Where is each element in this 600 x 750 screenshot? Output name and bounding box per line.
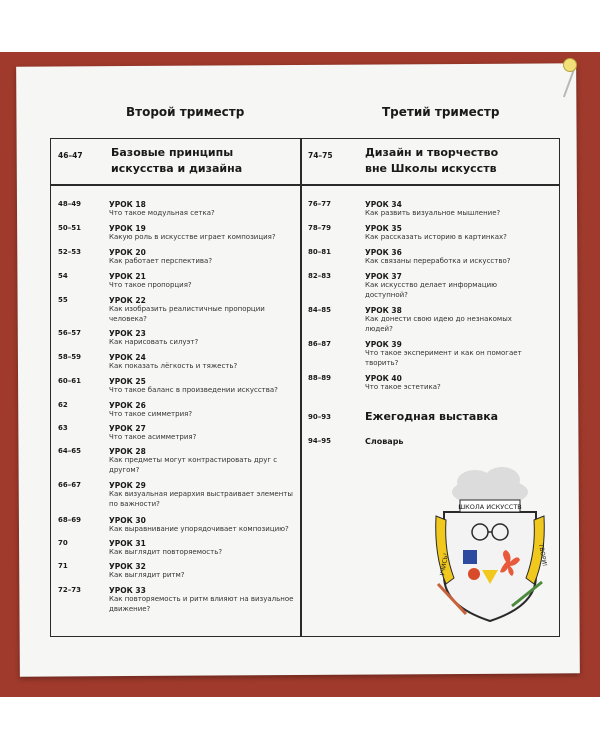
column-divider	[300, 138, 302, 636]
entry-question: Что такое модульная сетка?	[109, 209, 215, 217]
entry-lesson: УРОК 21	[109, 272, 146, 281]
entry-lesson: УРОК 22	[109, 296, 146, 305]
entry-pages: 60–61	[58, 377, 81, 385]
exhibition-pages: 90–93	[308, 413, 331, 421]
entry-pages: 63	[58, 424, 68, 432]
entry-pages: 86–87	[308, 340, 331, 348]
entry-question: Какую роль в искусстве играет композиция?	[109, 233, 276, 241]
art-school-crest-icon	[430, 466, 550, 626]
glossary-pages: 94–95	[308, 437, 331, 445]
exhibition-title[interactable]: Ежегодная выставка	[365, 410, 499, 423]
entry-lesson: УРОК 32	[109, 562, 146, 571]
entry-lesson: УРОК 40	[365, 374, 402, 383]
section-right-title-line2: вне Школы искусств	[365, 162, 497, 175]
entry-question: Как связаны переработка и искусство?	[365, 257, 511, 265]
entry-lesson: УРОК 19	[109, 224, 146, 233]
section-left-title-line2: искусства и дизайна	[111, 162, 243, 175]
entry-question: Как развить визуальное мышление?	[365, 209, 501, 217]
entry-pages: 62	[58, 401, 68, 409]
entry-question: Как выглядит повторяемость?	[109, 548, 223, 556]
entry-question: Что такое симметрия?	[109, 410, 193, 418]
entry-lesson: УРОК 35	[365, 224, 402, 233]
entry-pages: 70	[58, 539, 68, 547]
entry-question: Как предметы могут контрастировать друг с другом?	[109, 456, 278, 474]
section-right-title	[365, 145, 498, 177]
crest-right-ribbon-text: ТВОРИ!	[537, 543, 548, 568]
entry-lesson: УРОК 26	[109, 401, 146, 410]
glossary-title[interactable]: Словарь	[365, 437, 404, 446]
entry-pages: 66–67	[58, 481, 81, 489]
entry-lesson: УРОК 24	[109, 353, 146, 362]
entry-lesson: УРОК 31	[109, 539, 146, 548]
entry-question: Как выглядит ритм?	[109, 571, 185, 579]
entry-lesson: УРОК 23	[109, 329, 146, 338]
entry-pages: 64–65	[58, 447, 81, 455]
entry-question: Как донести свою идею до незнакомых людей?	[365, 315, 512, 333]
entry-lesson: УРОК 34	[365, 200, 402, 209]
header-divider	[50, 184, 560, 186]
section-left-title	[111, 145, 242, 177]
entry-pages: 76–77	[308, 200, 331, 208]
entry-pages: 78–79	[308, 224, 331, 232]
entry-question: Как показать лёгкость и тяжесть?	[109, 362, 238, 370]
entry-question: Что такое пропорция?	[109, 281, 192, 289]
section-right-pages: 74–75	[308, 151, 333, 160]
entry-pages: 50–51	[58, 224, 81, 232]
term-3-title: Третий триместр	[382, 105, 500, 119]
entry-question: Как изобразить реалистичные пропорции человека?	[109, 305, 265, 323]
entry-question: Как визуальная иерархия выстраивает элементы по важности?	[109, 490, 293, 508]
entry-lesson: УРОК 25	[109, 377, 146, 386]
entry-question: Как выравнивание упорядочивает композицию?	[109, 525, 289, 533]
entry-question: Что такое эксперимент и как он помогает творить?	[365, 349, 522, 367]
entry-pages: 48–49	[58, 200, 81, 208]
crest-left-ribbon-text: УЧИСЬ!	[439, 552, 450, 577]
entry-pages: 68–69	[58, 516, 81, 524]
entry-lesson: УРОК 38	[365, 306, 402, 315]
entry-lesson: УРОК 18	[109, 200, 146, 209]
entry-pages: 56–57	[58, 329, 81, 337]
entry-lesson: УРОК 27	[109, 424, 146, 433]
entry-question: Как повторяемость и ритм влияют на визуальное движение?	[109, 595, 294, 613]
entry-question: Как рассказать историю в картинках?	[365, 233, 507, 241]
entry-question: Как нарисовать силуэт?	[109, 338, 199, 346]
entry-lesson: УРОК 36	[365, 248, 402, 257]
section-left-pages: 46–47	[58, 151, 83, 160]
entry-lesson: УРОК 28	[109, 447, 146, 456]
entry-lesson: УРОК 20	[109, 248, 146, 257]
entry-pages: 52–53	[58, 248, 81, 256]
section-right-title-line1: Дизайн и творчество	[365, 146, 499, 159]
entry-pages: 82–83	[308, 272, 331, 280]
entry-pages: 88–89	[308, 374, 331, 382]
entry-question: Что такое баланс в произведении искусства?	[109, 386, 278, 394]
entry-pages: 84–85	[308, 306, 331, 314]
section-left-title-line1: Базовые принципы	[111, 146, 234, 159]
entry-pages: 71	[58, 562, 68, 570]
entry-pages: 58–59	[58, 353, 81, 361]
entry-lesson: УРОК 30	[109, 516, 146, 525]
entry-question: Как работает перспектива?	[109, 257, 213, 265]
entry-question: Как искусство делает информацию доступной?	[365, 281, 498, 299]
entry-pages: 72–73	[58, 586, 81, 594]
push-pin-icon	[563, 58, 577, 72]
entry-pages: 55	[58, 296, 68, 304]
entry-pages: 80–81	[308, 248, 331, 256]
entry-lesson: УРОК 37	[365, 272, 402, 281]
crest-banner-text: ШКОЛА ИСКУССТВ	[458, 503, 522, 511]
entry-pages: 54	[58, 272, 68, 280]
entry-question: Что такое асимметрия?	[109, 433, 197, 441]
entry-lesson: УРОК 39	[365, 340, 402, 349]
term-2-title: Второй триместр	[126, 105, 245, 119]
entry-question: Что такое эстетика?	[365, 383, 441, 391]
entry-lesson: УРОК 33	[109, 586, 146, 595]
entry-lesson: УРОК 29	[109, 481, 146, 490]
